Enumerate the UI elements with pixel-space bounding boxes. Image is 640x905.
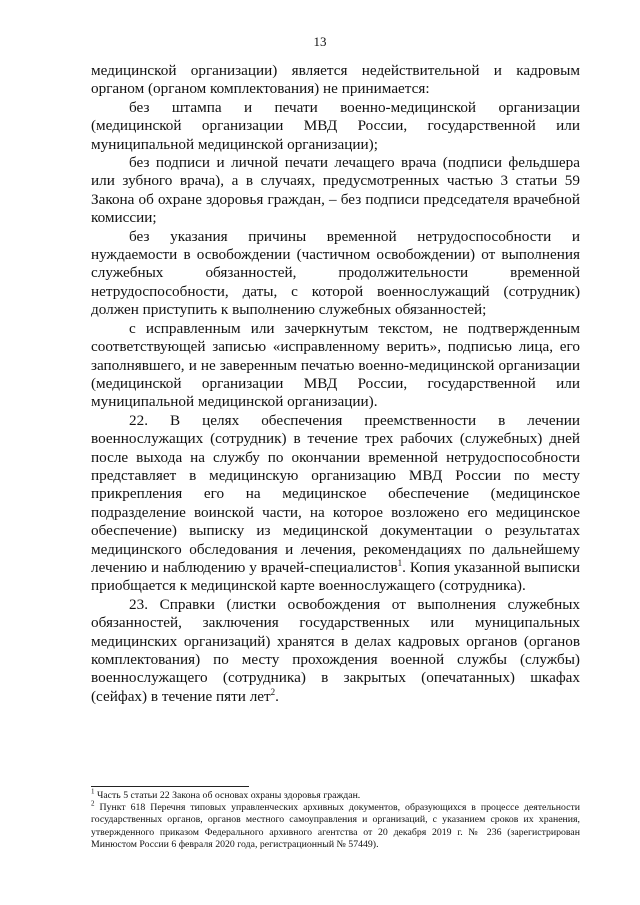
footnotes — [91, 787, 580, 851]
list-item-corrected-text: с исправленным или зачеркнутым текстом, не подтвержденным соответствующей записью «исправленному верить», подписью лица, его заполнявшего, и не заверенным печатью военно-медицинской организации (медицинской организации МВД России, государственной или муниципальной медицинской организации). — [91, 319, 580, 411]
footnote-separator — [91, 786, 249, 787]
footnote-1 — [91, 787, 580, 802]
list-item-no-signature: без подписи и личной печати лечащего врача (подписи фельдшера или зубного врача), а в случаях, предусмотренных частью 3 статьи 59 Закона об охране здоровья граждан, – без подписи председателя врачебной комиссии; — [91, 154, 580, 227]
list-item-no-stamp: без штампа и печати военно-медицинской организации (медицинской организации МВД России, государственной или муниципальной медицинской организации); — [91, 98, 580, 153]
footnote-1-text: Часть 5 статьи 22 Закона об основах охраны здоровья граждан. — [94, 790, 361, 801]
footnote-mark-2: 2 — [91, 799, 95, 808]
footnote-mark-1: 1 — [91, 787, 95, 796]
page-number: 13 — [313, 34, 327, 49]
footnote-ref-2: 2 — [270, 686, 276, 697]
document-body — [91, 62, 580, 706]
paragraph-23-text: 23. Справки (листки освобождения от выполнения служебных обязанностей, заключения государственных или муниципальных медицинских организаций) хранятся в делах кадровых органов (органов комплектования) по месту прохождения военной службы (службы) военнослужащего (сотрудника) в закрытых (опечатанных) шкафах (сейфах) в течение пяти лет — [91, 595, 580, 705]
footnote-2 — [91, 799, 580, 851]
paragraph-23 — [91, 596, 580, 706]
footnote-2-text: Пункт 618 Перечня типовых управленческих архивных документов, образующихся в процессе деятельности государственных органов, органов местного самоуправления и организаций, с указанием сроков их хранения, утвержденного приказом Федерального архивного агентства от 20 декабря 2019 г. № 236 (зарегистрирован Минюстом России 6 февраля 2020 года, регистрационный № 57449). — [91, 802, 580, 850]
paragraph-continuation: медицинской организации) является недействительной и кадровым органом (органом комплектования) не принимается: — [91, 62, 580, 98]
paragraph-22 — [91, 412, 580, 596]
list-item-no-reason: без указания причины временной нетрудоспособности и нуждаемости в освобождении (частичном освобождении) от выполнения служебных обязанностей, продолжительности временной нетрудоспособности, даты, с которой военнослужащий (сотрудник) должен приступить к выполнению служебных обязанностей; — [91, 227, 580, 319]
paragraph-22-text: 22. В целях обеспечения преемственности в лечении военнослужащих (сотрудник) в течение трех рабочих (служебных) дней после выхода на службу по окончании временной нетрудоспособности представляет в медицинскую организацию МВД России по месту прикрепления его на медицинское обеспечение (медицинское подразделение воинской части, на которое возложено его медицинское обеспечение) выписку из медицинской документации о результатах медицинского обследования и лечения, рекомендациях по дальнейшему лечению и наблюдению у врачей-специалистов — [91, 411, 580, 576]
footnote-ref-1: 1 — [397, 557, 403, 568]
paragraph-22-tail: . Копия указанной выписки приобщается к медицинской карте военнослужащего (сотрудника). — [91, 558, 580, 595]
paragraph-23-tail: . — [275, 687, 279, 705]
